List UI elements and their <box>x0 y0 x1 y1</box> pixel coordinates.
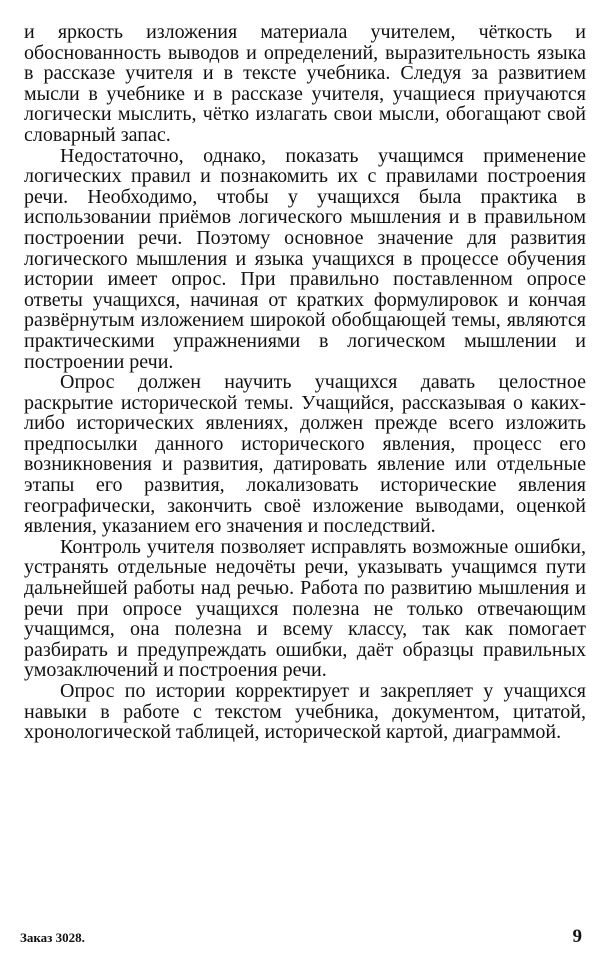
page-footer <box>20 926 582 948</box>
paragraph-2: Недостаточно, однако, показать учащимся применение логических правил и познакомить их с правилами построения речи. Необходимо, чтобы у учащихся была практика в использовании приёмов логического мышления и в правильном построении речи. Поэтому основное значение для развития логического мышления и языка учащихся в процессе обучения истории имеет опрос. При правильно поставленном опросе ответы учащихся, начиная от кратких формулировок и кончая развёрнутым изложением широкой обобщающей темы, являются практическими упражнениями в логическом мышлении и построении речи. <box>24 144 586 373</box>
paragraph-4: Контроль учителя позволяет исправлять возможные ошибки, устранять отдельные недочёты речи, указывать учащимся пути дальнейшей работы над речью. Работа по развитию мышления и речи при опросе учащихся полезна не только отвечающим учащимся, она полезна и всему классу, так как помогает разбирать и предупреждать ошибки, даёт образцы правильных умозаключений и построения речи. <box>24 535 586 682</box>
paragraph-5: Опрос по истории корректирует и закрепляет у учащихся навыки в работе с текстом учебника, документом, цитатой, хронологической таблицей, исторической картой, диаграммой. <box>24 680 586 744</box>
page-number: 9 <box>572 926 582 947</box>
paragraph-1: и яркость изложения материала учителем, чёткость и обоснованность выводов и определений, выразительность языка в рассказе учителя и в тексте учебника. Следуя за развитием мысли в учебнике и в рассказе учителя, учащиеся приучаются логически мыслить, чётко излагать свои мысли, обогащают свой словарный запас. <box>24 21 586 146</box>
paragraph-3: Опрос должен научить учащихся давать целостное раскрытие исторической темы. Учащийся, рассказывая о каких-либо исторических явлениях, должен прежде всего изложить предпосылки данного исторического явления, процесс его возникновения и развития, датировать явление или отдельные этапы его развития, локализовать исторические явления географически, закончить своё изложение выводами, оценкой явления, указанием его значения и последствий. <box>24 371 586 538</box>
printing-order-label: Заказ 3028. <box>20 930 85 945</box>
page-body <box>24 22 586 743</box>
